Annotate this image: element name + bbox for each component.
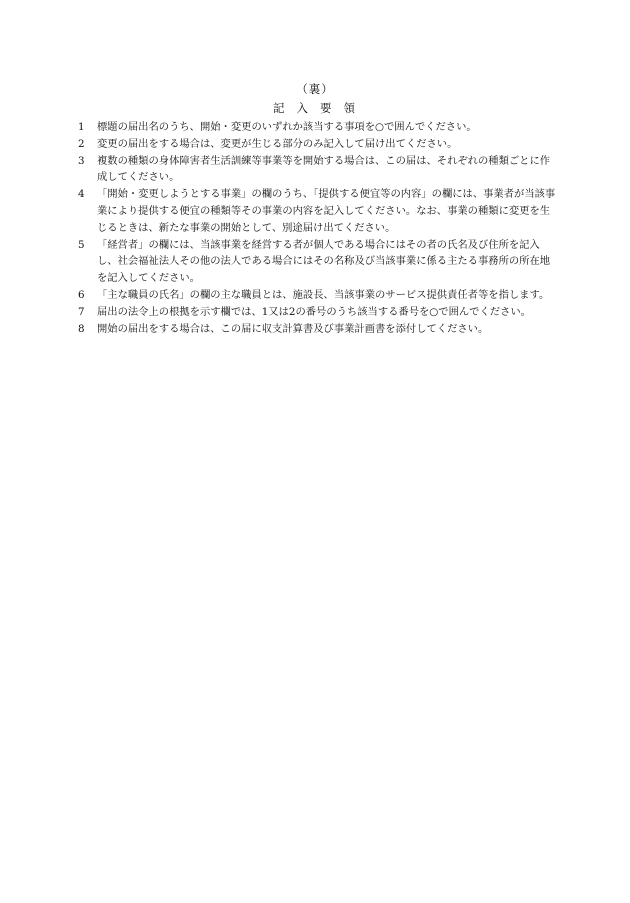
instruction-item — [78, 119, 556, 136]
instruction-text: 「経営者」の欄には、当該事業を経営する者が個人である場合にはその者の氏名及び住所を記入し、社会福祉法人その他の法人である場合にはその名称及び当該事業に係る主たる事務所の所在地を記入してください。 — [97, 238, 551, 285]
instruction-number: 5 — [78, 238, 85, 251]
instruction-item — [78, 186, 556, 236]
instruction-text: 届出の法令上の根拠を示す欄では、1又は2の番号のうち該当する番号を○で囲んでください。 — [97, 305, 531, 318]
instruction-text: 複数の種類の身体障害者生活訓練等事業等を開始する場合は、この届は、それぞれの種類ごとに作成してください。 — [97, 154, 551, 184]
instruction-item — [78, 237, 556, 287]
instruction-item — [78, 136, 556, 153]
instruction-number: 4 — [78, 188, 85, 201]
instructions-heading: 記入要領 — [273, 101, 367, 115]
instruction-number: 3 — [78, 154, 85, 167]
instruction-item — [78, 287, 556, 304]
instructions-list — [78, 119, 556, 337]
instruction-item — [78, 153, 556, 187]
instruction-text: 開始の届出をする場合は、この届に収支計算書及び事業計画書を添付してください。 — [97, 322, 489, 335]
instruction-number: 1 — [78, 121, 85, 133]
instruction-number: 7 — [78, 305, 85, 318]
instruction-number: 8 — [78, 322, 85, 335]
instruction-text: 「主な職員の氏名」の欄の主な職員とは、施設長、当該事業のサービス提供責任者等を指します。 — [97, 288, 550, 301]
instruction-text: 「開始・変更しようとする事業」の欄のうち、「提供する便宜等の内容」の欄には、事業者が当該事業により提供する便宜の種類等その事業の内容を記入してください。なお、事業の種類に変更を生じるときは、新たな事業の開始として、別途届け出てください。 — [97, 188, 556, 234]
page-side-mark: （裏） — [296, 82, 334, 96]
instruction-text: 標題の届出名のうち、開始・変更のいずれか該当する事項を○で囲んでください。 — [97, 121, 477, 133]
instruction-text: 変更の届出をする場合は、変更が生じる部分のみ記入して届け出てください。 — [97, 137, 458, 150]
instruction-item — [78, 321, 556, 338]
instruction-number: 6 — [78, 288, 85, 301]
instruction-item — [78, 304, 556, 321]
instruction-number: 2 — [78, 137, 85, 150]
